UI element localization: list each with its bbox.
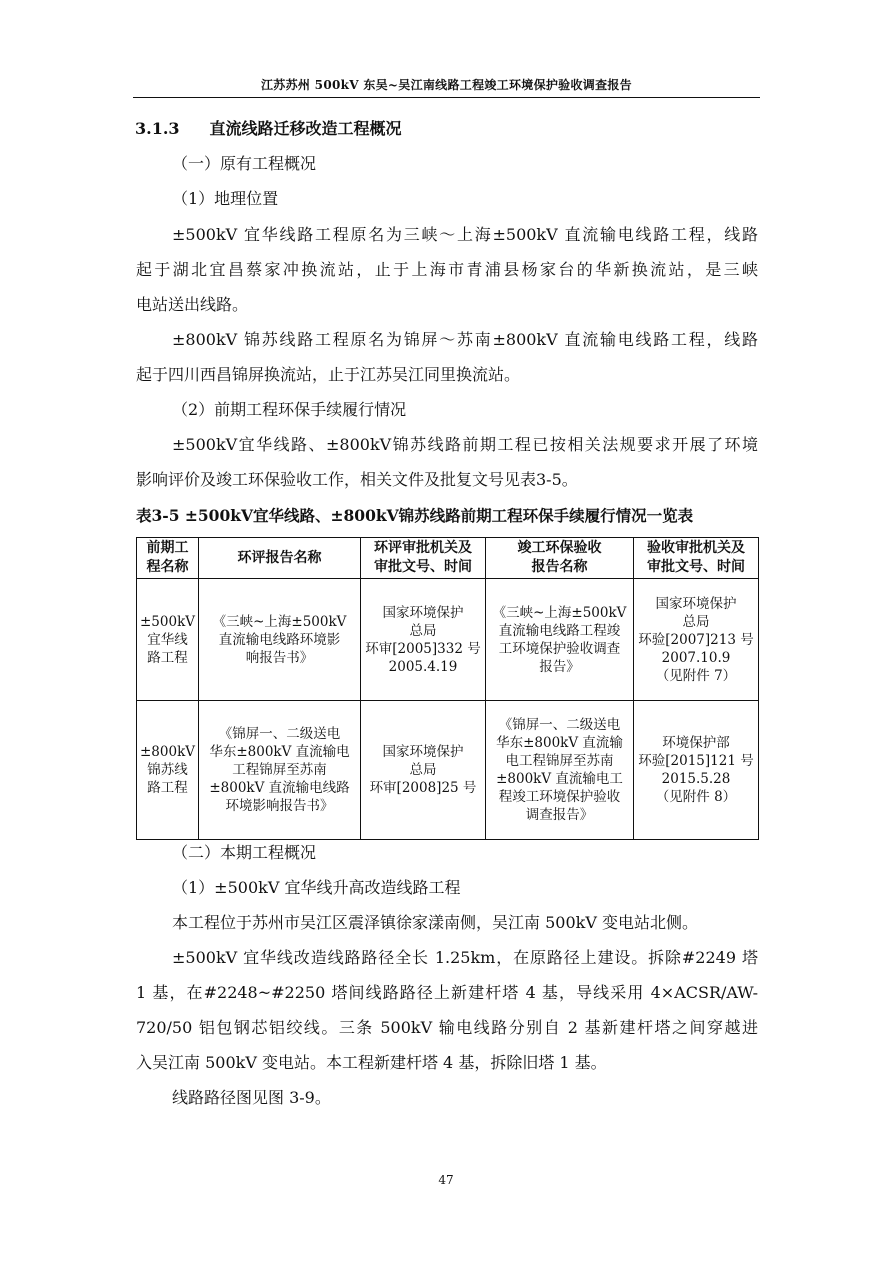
section-number: 3.1.3 xyxy=(135,119,180,138)
subsection-original: （一）原有工程概况 xyxy=(172,154,317,173)
paragraph-line: 电站送出线路。 xyxy=(136,295,249,314)
table-cell: ±800kV 锦苏线 路工程 xyxy=(137,701,199,840)
table-cell: 环境保护部 环验[2015]121 号 2015.5.28 （见附件 8） xyxy=(634,701,759,840)
paragraph-line: 720/50 铝包钢芯铝绞线。三条 500kV 输电线路分别自 2 基新建杆塔之间穿越进 xyxy=(136,1018,758,1037)
paragraph-line: 起于四川西昌锦屏换流站，止于江苏吴江同里换流站。 xyxy=(136,365,521,384)
table-caption: 表3-5 ±500kV宜华线路、±800kV锦苏线路前期工程环保手续履行情况一览表 xyxy=(136,506,694,525)
paragraph-line: 1 基，在#2248~#2250 塔间线路路径上新建杆塔 4 基，导线采用 4×ACSR/AW- xyxy=(136,983,758,1002)
page-header: 江苏苏州 500kV 东吴~吴江南线路工程竣工环境保护验收调查报告 xyxy=(261,78,632,92)
page-number: 47 xyxy=(438,1173,454,1187)
subsection-current: （二）本期工程概况 xyxy=(172,843,317,862)
table-cell: 《锦屏一、二级送电 华东±800kV 直流输电 工程锦屏至苏南 ±800kV 直流输电线路 环境影响报告书》 xyxy=(199,701,361,840)
paragraph-line: ±500kV 宜华线路工程原名为三峡～上海±500kV 直流输电线路工程，线路 xyxy=(172,225,758,244)
procedures-table xyxy=(136,537,759,840)
item-upgrade: （1）±500kV 宜华线升高改造线路工程 xyxy=(172,878,461,897)
section-title: 直流线路迁移改造工程概况 xyxy=(209,119,402,138)
column-header: 前期工 程名称 xyxy=(137,538,199,579)
section-heading xyxy=(135,118,402,140)
paragraph-line: ±800kV 锦苏线路工程原名为锦屏～苏南±800kV 直流输电线路工程，线路 xyxy=(172,330,758,349)
table-cell: 《三峡~上海±500kV 直流输电线路环境影 响报告书》 xyxy=(199,579,361,701)
paragraph-line: ±500kV 宜华线改造线路路径全长 1.25km，在原路径上建设。拆除#2249 塔 xyxy=(172,948,758,967)
table-header-row xyxy=(137,538,759,579)
paragraph-line: 本工程位于苏州市吴江区震泽镇徐家漾南侧，吴江南 500kV 变电站北侧。 xyxy=(172,913,698,932)
table-cell: 《三峡~上海±500kV 直流输电线路工程竣 工环境保护验收调查 报告》 xyxy=(486,579,634,701)
table-cell: 《锦屏一、二级送电 华东±800kV 直流输 电工程锦屏至苏南 ±800kV 直流输电工 程竣工环境保护验收 调查报告》 xyxy=(486,701,634,840)
table-cell: 国家环境保护 总局 环审[2008]25 号 xyxy=(361,701,486,840)
paragraph-line: 入吴江南 500kV 变电站。本工程新建杆塔 4 基，拆除旧塔 1 基。 xyxy=(136,1053,607,1072)
column-header: 环评报告名称 xyxy=(199,538,361,579)
paragraph-line: 起于湖北宜昌蔡家冲换流站，止于上海市青浦县杨家台的华新换流站，是三峡 xyxy=(136,260,758,279)
column-header: 验收审批机关及 审批文号、时间 xyxy=(634,538,759,579)
table-row xyxy=(137,701,759,840)
table-row xyxy=(137,579,759,701)
paragraph-line: 影响评价及竣工环保验收工作，相关文件及批复文号见表3-5。 xyxy=(136,470,578,489)
table-cell: 国家环境保护 总局 环验[2007]213 号 2007.10.9 （见附件 7） xyxy=(634,579,759,701)
table-cell: ±500kV 宜华线 路工程 xyxy=(137,579,199,701)
paragraph-line: ±500kV宜华线路、±800kV锦苏线路前期工程已按相关法规要求开展了环境 xyxy=(172,435,758,454)
item-procedures: （2）前期工程环保手续履行情况 xyxy=(172,400,407,419)
header-divider xyxy=(133,97,760,98)
column-header: 环评审批机关及 审批文号、时间 xyxy=(361,538,486,579)
table-cell: 国家环境保护 总局 环审[2005]332 号 2005.4.19 xyxy=(361,579,486,701)
paragraph-line: 线路路径图见图 3-9。 xyxy=(172,1088,331,1107)
column-header: 竣工环保验收 报告名称 xyxy=(486,538,634,579)
item-location: （1）地理位置 xyxy=(172,189,279,208)
